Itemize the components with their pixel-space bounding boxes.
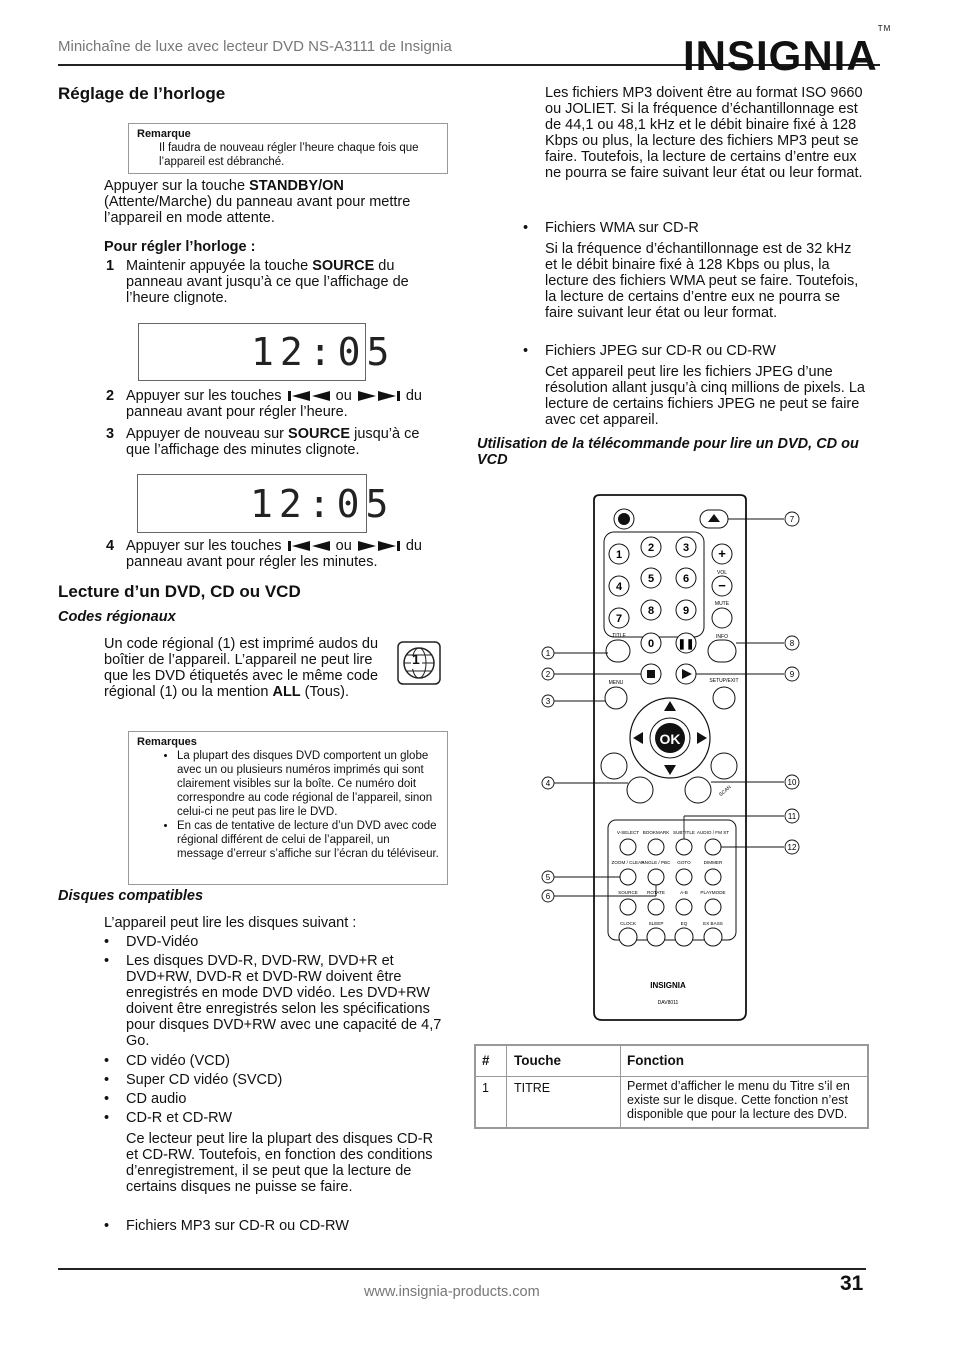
digit-label: 3 xyxy=(682,542,690,554)
function-label: AUDIO / FM ST xyxy=(696,830,730,835)
skip-forward-icon xyxy=(356,540,402,552)
function-button xyxy=(705,899,721,915)
region-number: 1 xyxy=(412,651,420,667)
minus-icon: − xyxy=(718,578,726,593)
function-label: BOOKMARK xyxy=(642,830,670,835)
function-label: ANGLE / PBC xyxy=(641,860,671,865)
function-label: SOURCE xyxy=(618,890,638,895)
function-label: EX BASS xyxy=(703,921,723,926)
list-item: • Les disques DVD-R, DVD-RW, DVD+R et DVD+RW, DVD-R et DVD-RW doivent être enregistrés en mode DVD vidéo. Les DVD+RW doivent être enregistrés selon les spécifications pour disques DVD+RW avec une capacité de 4,7 Go. xyxy=(104,953,442,1049)
menu-label: MENU xyxy=(608,680,624,686)
list-item: • La plupart des disques DVD comportent un globe avec un ou plusieurs numéros imprimés qui sont clairement visibles sur la boîte. Ce numéro doit correspondre au code régional de l’appareil, sinon celui-ci ne peut pas lire le DVD. xyxy=(177,749,439,819)
callout-number: 4 xyxy=(545,779,551,788)
table-col-rule xyxy=(506,1046,507,1127)
callout-number: 2 xyxy=(545,670,551,679)
set-clock-label: Pour régler l’horloge : xyxy=(104,239,256,255)
function-label: SUBTITLE xyxy=(673,830,695,835)
wma-paragraph: Si la fréquence d’échantillonnage est de 32 kHz et le débit binaire fixé à 128 Kbps ou plus, la lecture des fichiers WMA peut se faire. Toutefois, la lecture de certains d’entre eux ne pourra se faire suivant leur état ou leur format. xyxy=(545,241,859,321)
brand-logo: INSIGNIA™ xyxy=(683,24,892,79)
notes-box xyxy=(128,731,448,885)
table-cell: 1 xyxy=(482,1081,489,1095)
note-body: Il faudra de nouveau régler l’heure chaque fois que l’appareil est débranché. xyxy=(159,142,419,168)
digit-label: 2 xyxy=(647,542,655,554)
list-item: • Fichiers MP3 sur CD-R ou CD-RW xyxy=(104,1218,349,1234)
skip-back-icon xyxy=(286,390,332,402)
lcd-time: 12:05 xyxy=(251,330,396,374)
scan-label: SCAN xyxy=(718,784,733,799)
clock-heading: Réglage de l’horloge xyxy=(58,84,226,103)
function-label: SLEEP xyxy=(648,921,664,926)
dvd-heading: Lecture d’un DVD, CD ou VCD xyxy=(58,582,301,601)
footer-url[interactable]: www.insignia-products.com xyxy=(364,1284,540,1300)
setup-button xyxy=(713,687,735,709)
callout-number: 6 xyxy=(545,892,551,901)
function-label: ROTATE xyxy=(647,890,665,895)
function-button xyxy=(705,869,721,885)
function-button xyxy=(704,928,722,946)
list-item: • En cas de tentative de lecture d’un DVD avec code régional différent de celui de l’appareil, un message d’erreur s’affiche sur l’écran du téléviseur. xyxy=(177,819,439,861)
function-button xyxy=(620,869,636,885)
regional-heading: Codes régionaux xyxy=(58,609,176,625)
function-button xyxy=(619,928,637,946)
compat-intro: L’appareil peut lire les disques suivant : xyxy=(104,915,357,931)
forward-button xyxy=(685,777,711,803)
list-item: • Fichiers WMA sur CD-R xyxy=(523,220,699,236)
callout-number: 7 xyxy=(789,515,795,524)
digit-label: 0 xyxy=(647,638,655,650)
function-label: DIMMER xyxy=(703,860,723,865)
function-label: GOTO xyxy=(677,860,691,865)
compat-heading: Disques compatibles xyxy=(58,888,204,904)
digit-label: 9 xyxy=(682,605,690,617)
info-label: INFO xyxy=(716,634,728,640)
note-box xyxy=(128,123,448,174)
callout-number: 5 xyxy=(545,873,551,882)
callout-number: 1 xyxy=(545,649,551,658)
table-header: Touche xyxy=(514,1053,561,1068)
callout-number: 3 xyxy=(545,697,551,706)
prev-button xyxy=(601,753,627,779)
function-button xyxy=(675,928,693,946)
function-button xyxy=(648,869,664,885)
remote-brand: INSIGNIA xyxy=(650,981,686,990)
ok-label: OK xyxy=(659,731,681,747)
function-label: ZOOM / CLEAR xyxy=(611,860,645,865)
vol-label: VOL xyxy=(716,570,728,576)
note-title: Remarque xyxy=(137,128,191,140)
function-button xyxy=(676,869,692,885)
table-cell: TITRE xyxy=(514,1081,551,1095)
function-label: A-B xyxy=(680,890,688,895)
remote-heading: Utilisation de la télécommande pour lire un DVD, CD ou VCD xyxy=(477,436,859,468)
list-item: • CD-R et CD-RW xyxy=(104,1110,233,1126)
table-header-rule xyxy=(476,1076,867,1077)
title-label: TITLE xyxy=(612,633,626,639)
table-col-rule xyxy=(620,1046,621,1127)
notes-list xyxy=(137,749,439,861)
digit-label: 6 xyxy=(682,573,690,585)
jpeg-paragraph: Cet appareil peut lire les fichiers JPEG d’une résolution allant jusqu’à cinq millions de pixels. La lecture de certains fichiers JPEG ne peut se faire avec cet appareil. xyxy=(545,364,865,428)
function-button xyxy=(676,839,692,855)
menu-button xyxy=(605,687,627,709)
digit-label: 5 xyxy=(647,573,655,585)
page-number: 31 xyxy=(840,1272,864,1295)
function-button xyxy=(676,899,692,915)
step-4: 4 Appuyer sur les touches ou du panneau avant pour régler les minutes. xyxy=(106,538,422,570)
step-3: 3 Appuyer de nouveau sur SOURCE jusqu’à ce que l’affichage des minutes clignote. xyxy=(106,426,420,458)
callout-number: 11 xyxy=(787,812,797,821)
remote-model: DAV8011 xyxy=(657,1000,679,1006)
step-2: 2 Appuyer sur les touches ou du panneau avant pour régler l’heure. xyxy=(106,388,422,420)
digit-label: 4 xyxy=(615,581,623,593)
remote-control-illustration xyxy=(530,492,810,1032)
running-header: Minichaîne de luxe avec lecteur DVD NS-A3111 de Insignia xyxy=(58,38,452,55)
rewind-button xyxy=(627,777,653,803)
function-label: EQ xyxy=(680,921,688,926)
plus-icon: + xyxy=(718,546,726,561)
stop-icon xyxy=(647,670,655,678)
button-table xyxy=(474,1044,869,1129)
digit-label: 1 xyxy=(615,549,623,561)
table-header: Fonction xyxy=(627,1053,684,1068)
list-item: • CD vidéo (VCD) xyxy=(104,1053,230,1069)
footer-rule xyxy=(58,1268,866,1270)
skip-back-icon xyxy=(286,540,332,552)
function-label: V-SELECT xyxy=(616,830,640,835)
list-item: • Fichiers JPEG sur CD-R ou CD-RW xyxy=(523,343,776,359)
notes-title: Remarques xyxy=(137,736,197,748)
function-button xyxy=(648,839,664,855)
list-item: • DVD-Vidéo xyxy=(104,934,199,950)
digit-label: 8 xyxy=(647,605,655,617)
title-button xyxy=(606,640,630,662)
standby-paragraph: Appuyer sur la touche STANDBY/ON (Attente/Marche) du panneau avant pour mettre l’appareil en mode attente. xyxy=(104,178,411,226)
lcd-display-1 xyxy=(138,323,396,381)
function-label: PLAYMODE xyxy=(700,890,726,895)
mute-button xyxy=(712,608,732,628)
list-item: • Super CD vidéo (SVCD) xyxy=(104,1072,283,1088)
mute-label: MUTE xyxy=(714,601,730,607)
info-button xyxy=(708,640,736,662)
function-button xyxy=(647,928,665,946)
skip-forward-icon xyxy=(356,390,402,402)
digit-label: 7 xyxy=(615,613,623,625)
table-header: # xyxy=(482,1053,490,1068)
power-icon xyxy=(618,513,630,525)
step-1: 1 Maintenir appuyée la touche SOURCE du panneau avant jusqu’à ce que l’affichage de l’heure clignote. xyxy=(106,258,409,306)
mp3-paragraph: Les fichiers MP3 doivent être au format ISO 9660 ou JOLIET. Si la fréquence d’échantillonnage est de 44,1 ou 48,1 kHz et le débit binaire fixé à 128 Kbps ou plus, la lecture des fichiers MP3 peut se faire. Toutefois, la lecture de certains d’entre eux ne pourra se faire suivant leur état ou leur format. xyxy=(545,85,863,181)
function-button xyxy=(705,839,721,855)
pause-icon: ❚❚ xyxy=(677,639,695,650)
callout-number: 10 xyxy=(787,778,797,787)
function-button xyxy=(648,899,664,915)
setup-label: SETUP/EXIT xyxy=(709,678,739,684)
function-label: CLOCK xyxy=(620,921,636,926)
cdr-paragraph: Ce lecteur peut lire la plupart des disques CD-R et CD-RW. Toutefois, en fonction des conditions d’enregistrement, il se peut que la lecture de certains disques ne puisse se faire. xyxy=(126,1131,434,1195)
function-button xyxy=(620,839,636,855)
function-button xyxy=(620,899,636,915)
table-cell: Permet d’afficher le menu du Titre s’il en existe sur le disque. Cette fonction n’est disponible que pour la lecture des DVD. xyxy=(627,1079,850,1121)
callout-number: 9 xyxy=(789,670,795,679)
next-button xyxy=(711,753,737,779)
callout-number: 12 xyxy=(787,843,797,852)
regional-paragraph: Un code régional (1) est imprimé audos du boîtier de l’appareil. L’appareil ne peut lire que les DVD étiquetés avec le même code régional (1) ou la mention ALL (Tous). xyxy=(104,636,379,700)
callout-number: 8 xyxy=(789,639,795,648)
lcd-display-2 xyxy=(137,474,395,533)
list-item: • CD audio xyxy=(104,1091,187,1107)
lcd-time-2: 12:05 xyxy=(250,482,395,526)
